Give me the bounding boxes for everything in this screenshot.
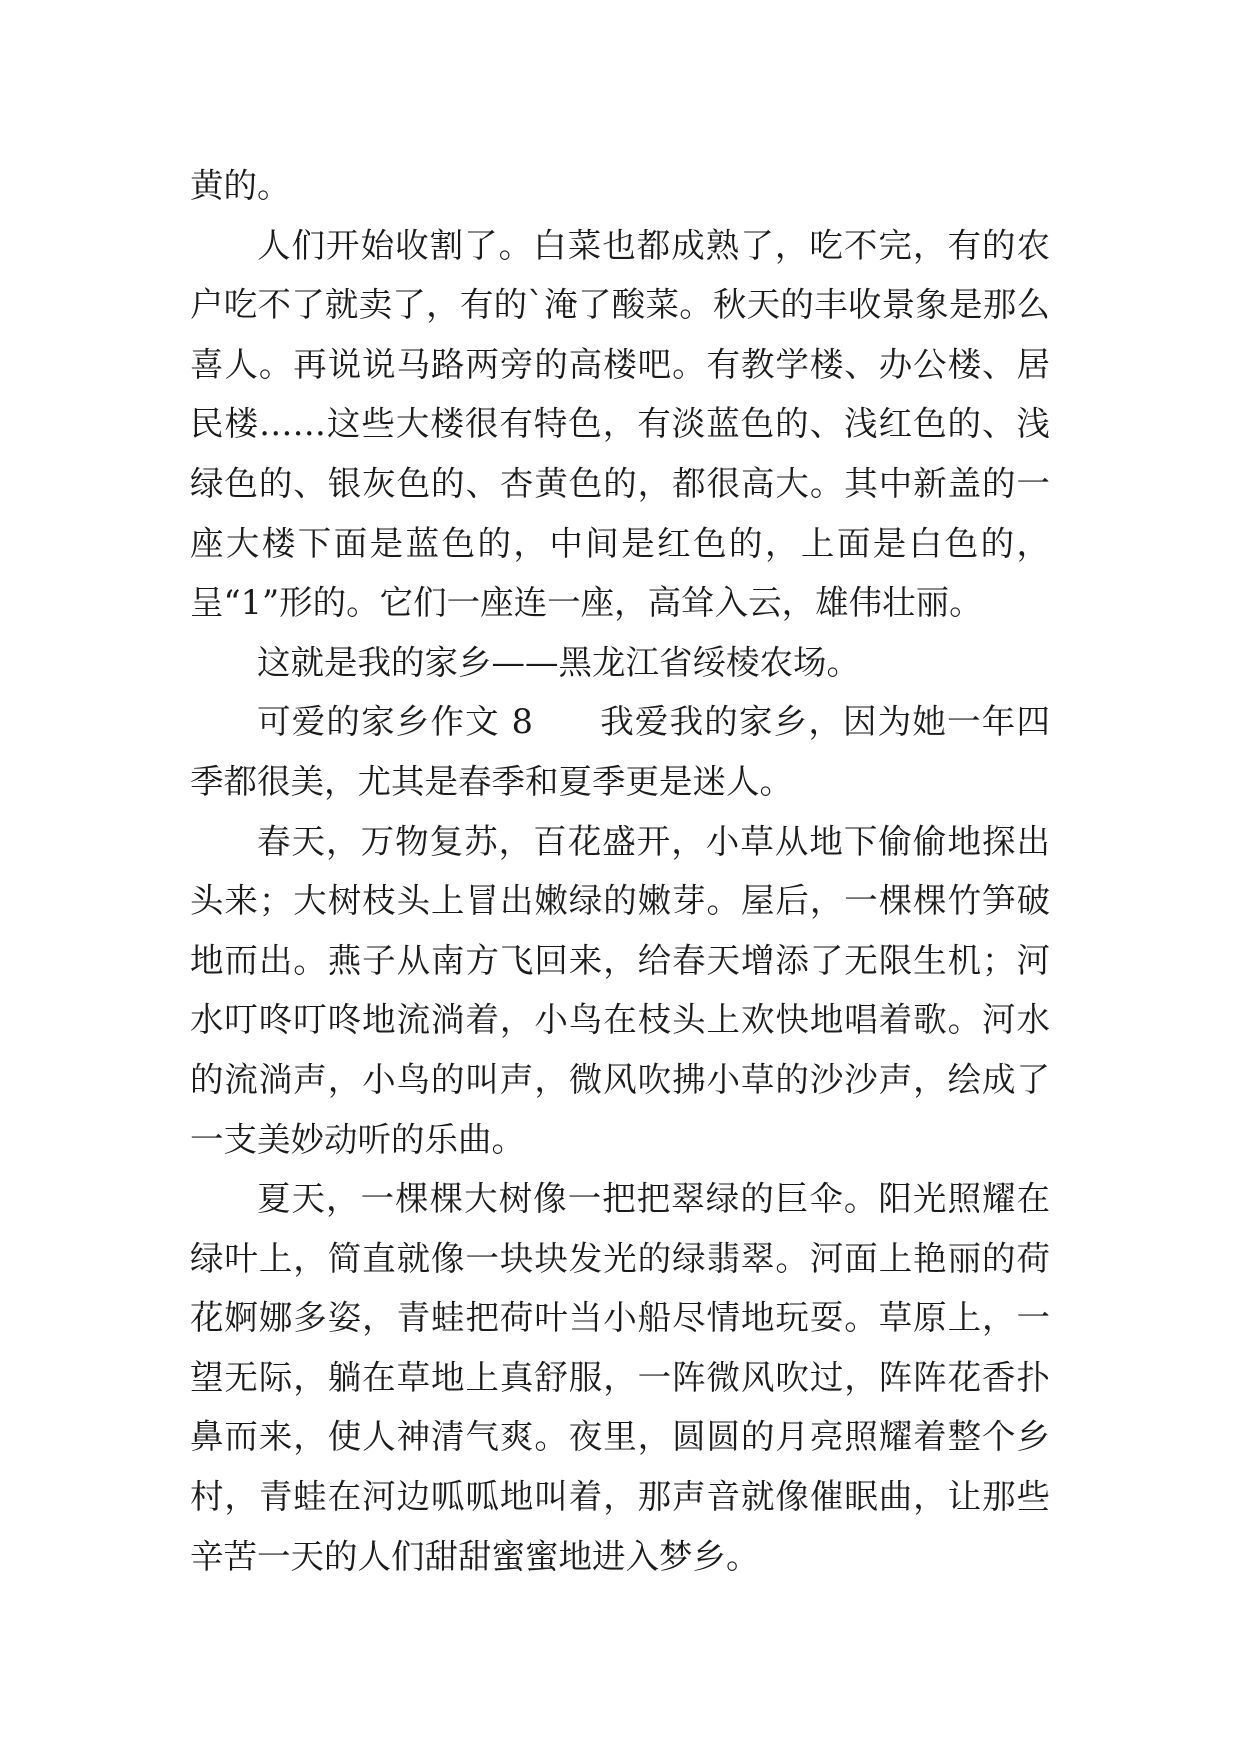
essay-opening: 我爱我的家乡，因为她一年四季都很美，尤其是春季和夏季更是迷人。: [190, 702, 1050, 801]
document-body: [190, 156, 1050, 1586]
paragraph-summer: 夏天，一棵棵大树像一把把翠绿的巨伞。阳光照耀在绿叶上，简直就像一块块发光的绿翡翠。河面上艳丽的荷花婀娜多姿，青蛙把荷叶当小船尽情地玩耍。草原上，一望无际，躺在草地上真舒服，一阵微风吹过，阵阵花香扑鼻而来，使人神清气爽。夜里，圆圆的月亮照耀着整个乡村，青蛙在河边呱呱地叫着，那声音就像催眠曲，让那些辛苦一天的人们甜甜蜜蜜地进入梦乡。: [190, 1179, 1050, 1576]
paragraph-continuation: 黄的。: [190, 166, 291, 205]
paragraph-harvest: 人们开始收割了。白菜也都成熟了，吃不完，有的农户吃不了就卖了，有的`淹了酸菜。秋天的丰收景象是那么喜人。再说说马路两旁的高楼吧。有教学楼、办公楼、居民楼……这些大楼很有特色，有淡蓝色的、浅红色的、浅绿色的、银灰色的、杏黄色的，都很高大。其中新盖的一座大楼下面是蓝色的，中间是红色的，上面是白色的，呈“1”形的。它们一座连一座，高耸入云，雄伟壮丽。: [190, 225, 1050, 623]
paragraph-hometown-conclusion: 这就是我的家乡——黑龙江省绥棱农场。: [257, 642, 860, 682]
paragraph-spring: 春天，万物复苏，百花盛开，小草从地下偷偷地探出头来；大树枝头上冒出嫩绿的嫩芽。屋后，一棵棵竹笋破地而出。燕子从南方飞回来，给春天增添了无限生机；河水叮咚叮咚地流淌着，小鸟在枝头上欢快地唱着歌。河水的流淌声，小鸟的叫声，微风吹拂小草的沙沙声，绘成了一支美妙动听的乐曲。: [190, 821, 1050, 1159]
essay-heading: 可爱的家乡作文 8: [257, 702, 533, 742]
paragraph-essay-intro: [190, 692, 1050, 811]
